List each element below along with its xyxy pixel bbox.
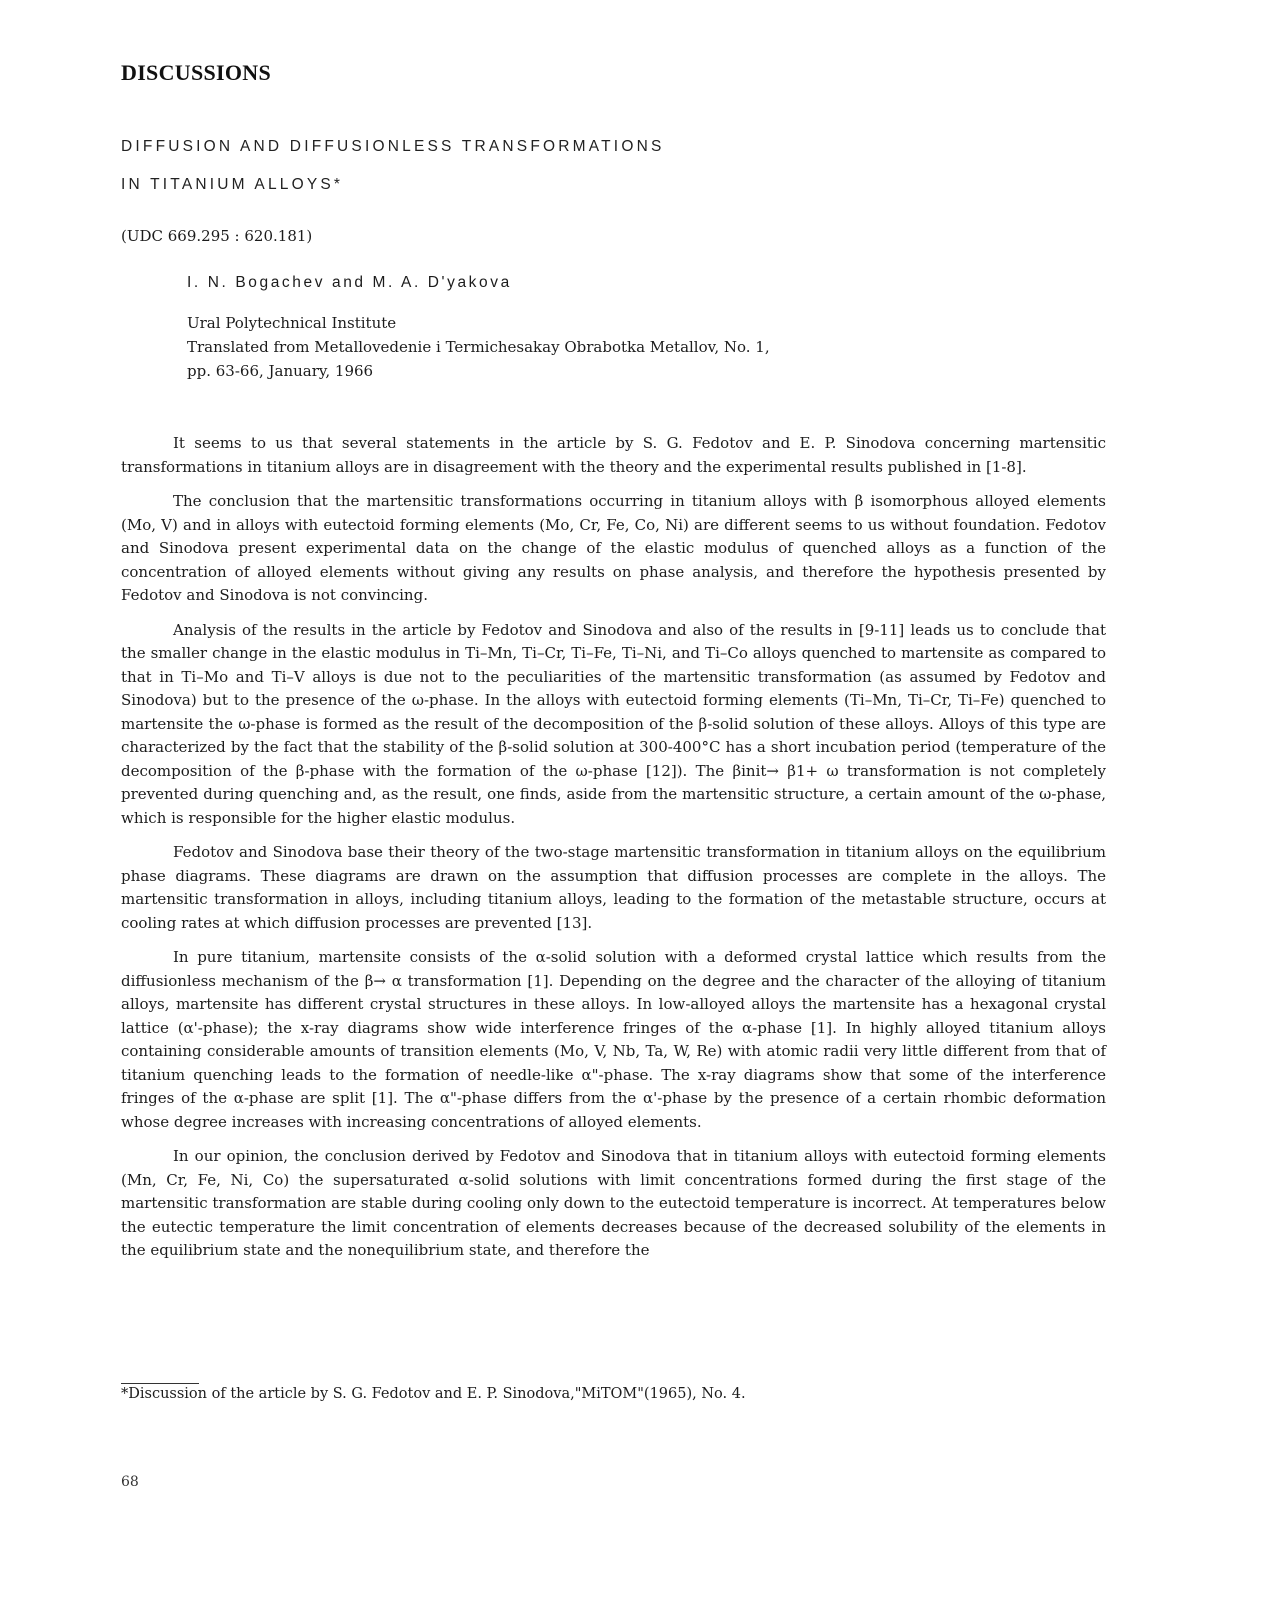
paragraph: In our opinion, the conclusion derived by Fedotov and Sinodova that in titanium alloys with eutectoid forming elements (Mn, Cr, Fe, Ni, Co) the supersaturated α-solid solutions with limit concentrations formed during the first stage of the martensitic transformation are stable during cooling only down to the eutectoid temperature is incorrect. At temperatures below the eutectic temperature the limit concentration of elements decreases because of the decreased solubility of the elements in the equilibrium state and the nonequilibrium state, and therefore the (121, 1147, 1106, 1259)
section-heading: DISCUSSIONS (121, 60, 272, 85)
article-title-line-2: IN TITANIUM ALLOYS* (121, 176, 344, 193)
affiliation-block (187, 311, 770, 383)
paragraph: The conclusion that the martensitic transformations occurring in titanium alloys with β isomorphous alloyed elements (Mo, V) and in alloys with eutectoid forming elements (Mo, Cr, Fe, Co, Ni) are different seems to us without foundation. Fedotov and Sinodova present experimental data on the change of the elastic modulus of quenched alloys as a function of the concentration of alloyed elements without giving any results on phase analysis, and therefore the hypothesis presented by Fedotov and Sinodova is not convincing. (121, 492, 1106, 604)
article-body (121, 432, 1106, 1263)
paragraph: It seems to us that several statements in the article by S. G. Fedotov and E. P. Sinodova concerning martensitic transformations in titanium alloys are in disagreement with the theory and the experimental results published in [1-8]. (121, 434, 1106, 476)
article-title-line-1: DIFFUSION AND DIFFUSIONLESS TRANSFORMATIONS (121, 138, 665, 155)
paragraph: Analysis of the results in the article by Fedotov and Sinodova and also of the results in [9-11] leads us to conclude that the smaller change in the elastic modulus in Ti–Mn, Ti–Cr, Ti–Fe, Ti–Ni, and Ti–Co alloys quenched to martensite as compared to that in Ti–Mo and Ti–V alloys is due not to the peculiarities of the martensitic transformation (as assumed by Fedotov and Sinodova) but to the presence of the ω-phase. In the alloys with eutectoid forming elements (Ti–Mn, Ti–Cr, Ti–Fe) quenched to martensite the ω-phase is formed as the result of the decomposition of the β-solid solution of these alloys. Alloys of this type are characterized by the fact that the stability of the β-solid solution at 300-400°C has a short incubation period (temperature of the decomposition of the β-phase with the formation of the ω-phase [12]). The βinit→ β1+ ω transformation is not completely prevented during quenching and, as the result, one finds, aside from the martensitic structure, a certain amount of the ω-phase, which is responsible for the higher elastic modulus. (121, 620, 1106, 827)
translation-source: Translated from Metallovedenie i Termichesakay Obrabotka Metallov, No. 1, (187, 338, 770, 356)
paragraph: Fedotov and Sinodova base their theory of the two-stage martensitic transformation in titanium alloys on the equilibrium phase diagrams. These diagrams are drawn on the assumption that diffusion processes are complete in the alloys. The martensitic transformation in alloys, including titanium alloys, leading to the formation of the metastable structure, occurs at cooling rates at which diffusion processes are prevented [13]. (121, 843, 1106, 932)
institute: Ural Polytechnical Institute (187, 314, 397, 332)
pages-date: pp. 63-66, January, 1966 (187, 362, 374, 380)
authors: I. N. Bogachev and M. A. D'yakova (187, 274, 512, 291)
paragraph: In pure titanium, martensite consists of the α-solid solution with a deformed crystal lattice which results from the diffusionless mechanism of the β→ α transformation [1]. Depending on the degree and the character of the alloying of titanium alloys, martensite has different crystal structures in these alloys. In low-alloyed alloys the martensite has a hexagonal crystal lattice (α'-phase); the x-ray diagrams show wide interference fringes of the α-phase [1]. In highly alloyed titanium alloys containing considerable amounts of transition elements (Mo, V, Nb, Ta, W, Re) with atomic radii very little different from that of titanium quenching leads to the formation of needle-like α"-phase. The x-ray diagrams show that some of the interference fringes of the α-phase are split [1]. The α"-phase differs from the α'-phase by the presence of a certain rhombic deformation whose degree increases with increasing concentrations of alloyed elements. (121, 948, 1106, 1131)
footnote-divider (121, 1383, 199, 1384)
footnote: *Discussion of the article by S. G. Fedotov and E. P. Sinodova,"MiTOM"(1965), No. 4. (121, 1386, 746, 1402)
udc-code: (UDC 669.295 : 620.181) (121, 227, 313, 245)
page-number: 68 (121, 1474, 139, 1490)
